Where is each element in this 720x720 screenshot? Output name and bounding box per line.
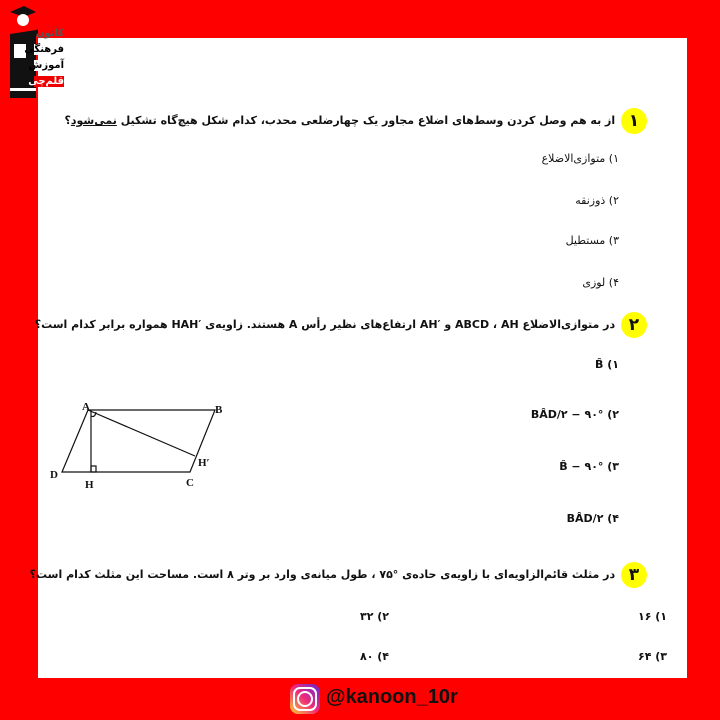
logo-line: قلم‌چی — [28, 76, 64, 87]
parallelogram-diagram — [38, 398, 238, 498]
option[interactable]: ۳) ۹۰° − B̂ — [559, 460, 619, 473]
option[interactable]: ۲) ذوزنقه — [575, 194, 619, 207]
option[interactable]: ۱) ۱۶ — [637, 610, 667, 623]
option[interactable]: ۲) ۹۰° − BÂD/۲ — [530, 408, 619, 421]
label-h-prime: H′ — [198, 457, 210, 469]
option[interactable]: ۲) ۳۲ — [359, 610, 389, 623]
underlined-word: نمی‌شود — [70, 114, 117, 127]
option[interactable]: ۳) مستطیل — [565, 234, 619, 247]
altitude-ah2 — [88, 410, 195, 456]
label-c: C — [186, 477, 194, 489]
label-a: A — [82, 401, 90, 413]
label-h: H — [85, 479, 94, 491]
option[interactable]: ۴) لوزی — [582, 276, 619, 289]
question-1 — [64, 108, 647, 134]
option[interactable]: ۴) ۸۰ — [359, 650, 389, 663]
option[interactable]: ۱) B̂ — [595, 358, 619, 371]
instagram-handle[interactable]: @kanoon_10r — [326, 686, 458, 708]
option[interactable]: ۴) BÂD/۲ — [566, 512, 619, 525]
kanoon-logo — [0, 0, 66, 100]
question-2 — [35, 312, 647, 338]
question-number: ۲ — [621, 312, 647, 338]
question-3 — [30, 562, 647, 588]
logo-line: کانون — [35, 28, 64, 39]
option[interactable]: ۱) متوازی‌الاضلاع — [541, 152, 619, 165]
question-mark: ؟ — [64, 114, 71, 127]
parallelogram-abcd — [62, 410, 215, 472]
logo-line: فرهنگی — [24, 44, 64, 55]
label-b: B — [215, 404, 223, 416]
question-text: در متوازی‌الاضلاع ABCD ، AH و ′AH ارتفاع‌های نظیر رأس A هستند. زاویه‌ی ′HAH همواره برابر کدام است؟ — [34, 318, 616, 331]
label-d: D — [50, 469, 58, 481]
option[interactable]: ۳) ۶۴ — [637, 650, 667, 663]
question-number: ۱ — [621, 108, 647, 134]
question-number: ۳ — [621, 562, 647, 588]
logo-line: آموزش — [28, 60, 64, 71]
question-text: در مثلث قائم‌الزاویه‌ای با زاویه‌ی حاده‌ی °۷۵ ، طول میانه‌ی وارد بر وتر ۸ است. مساحت این مثلث کدام است؟ — [29, 568, 616, 581]
exam-page — [29, 38, 687, 678]
question-text: از به هم وصل کردن وسط‌های اضلاع مجاور یک چهارضلعی محدب، کدام شکل هیچ‌گاه تشکیل — [116, 114, 616, 127]
instagram-icon[interactable] — [290, 684, 320, 714]
